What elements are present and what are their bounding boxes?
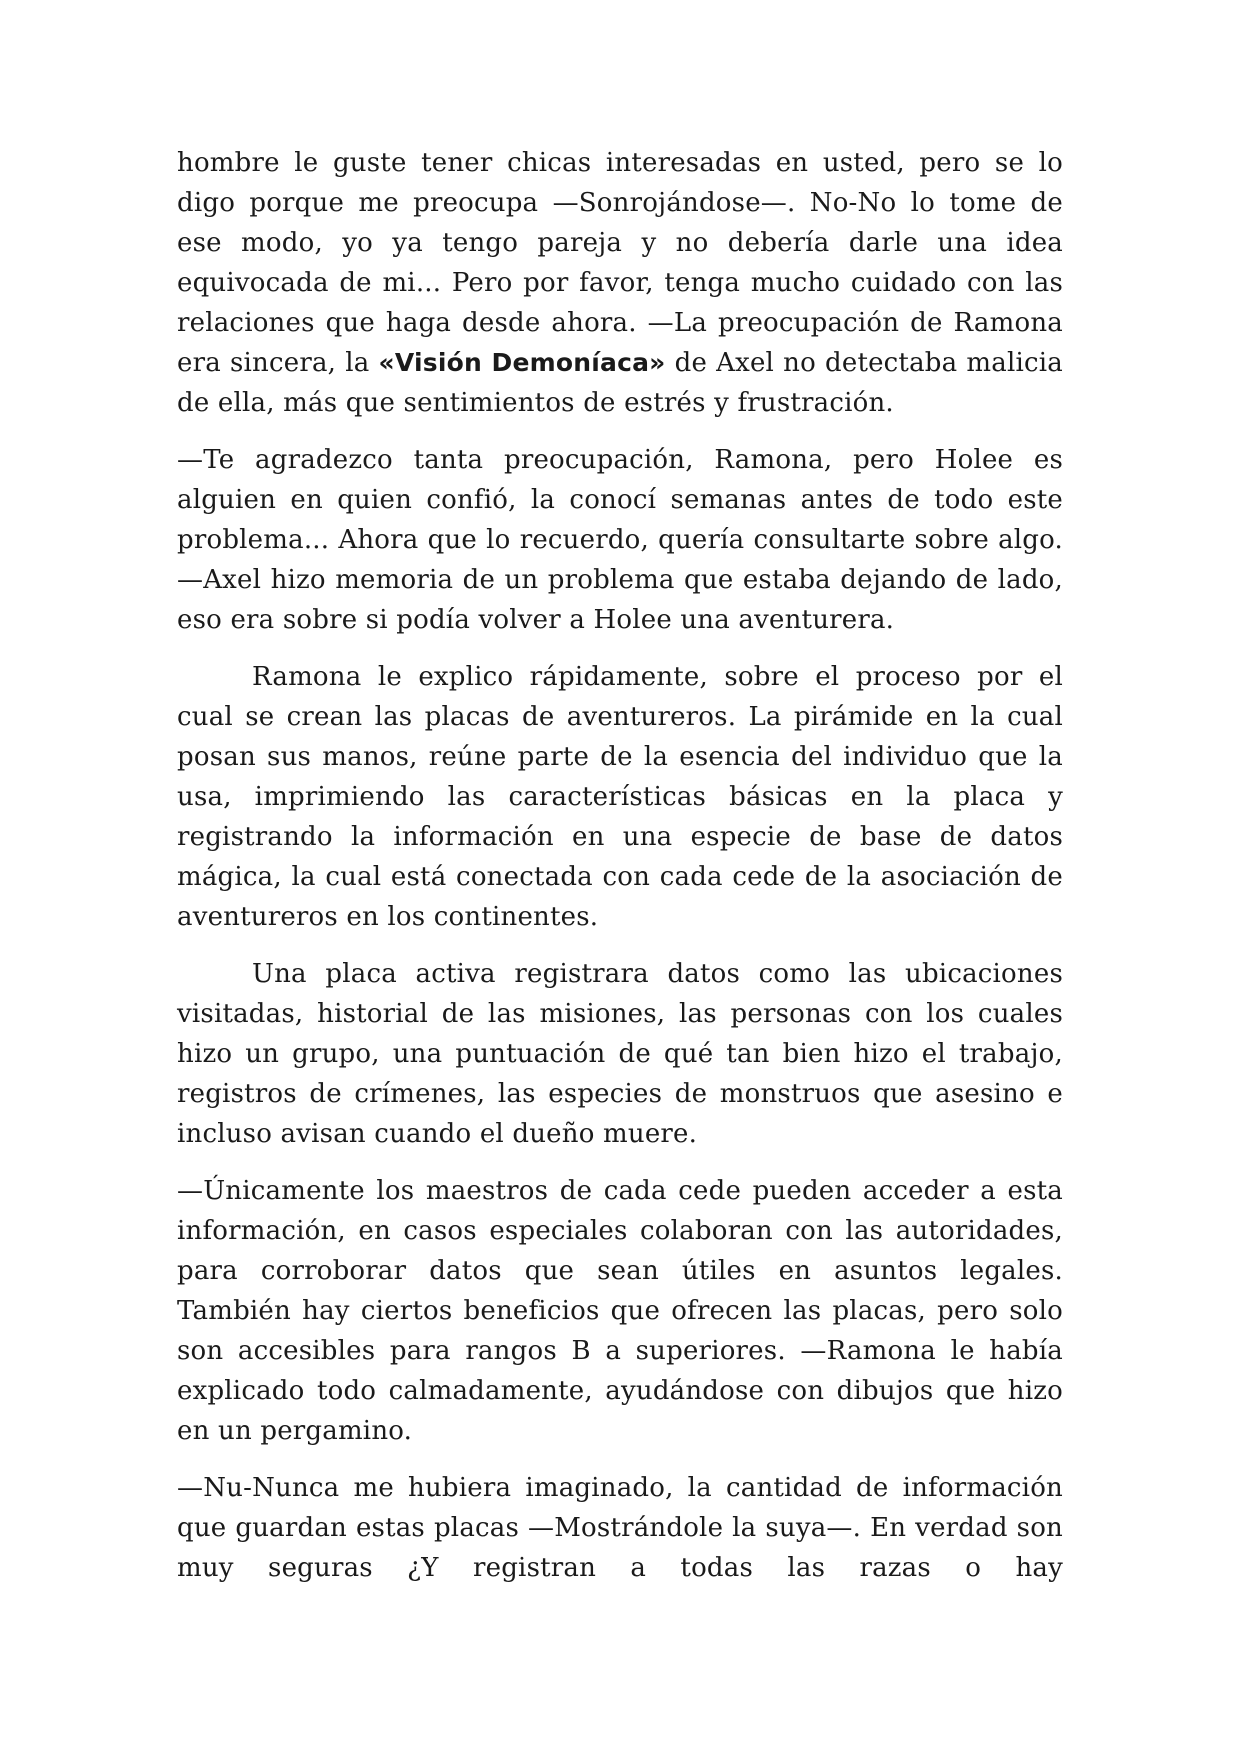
paragraph-5: —Únicamente los maestros de cada cede pueden acceder a esta información, en casos especiales colaboran con las autoridades, para corroborar datos que sean útiles en asuntos legales. También hay ciertos beneficios que ofrecen las placas, pero solo son accesibles para rangos B a superiores. —Ramona le había explicado todo calmadamente, ayudándose con dibujos que hizo en un pergamino. bbox=[177, 1176, 1063, 1446]
paragraph-2: —Te agradezco tanta preocupación, Ramona, pero Holee es alguien en quien confió, la conocí semanas antes de todo este problema... Ahora que lo recuerdo, quería consultarte sobre algo. —Axel hizo memoria de un problema que estaba dejando de lado, eso era sobre si podía volver a Holee una aventurera. bbox=[177, 445, 1063, 635]
skill-name-emphasis: «Visión Demoníaca» bbox=[378, 348, 666, 377]
paragraph-1-text-start: hombre le guste tener chicas interesadas en usted, pero se lo digo porque me preocupa —Sonrojándose—. No-No lo tome de ese modo, yo ya tengo pareja y no debería darle una idea equivocada de mi... Pero por favor, tenga mucho cuidado con las relaciones que haga desde ahora. —La preocupación de Ramona era sincera, la bbox=[177, 148, 1063, 378]
paragraph-6: —Nu-Nunca me hubiera imaginado, la cantidad de información que guardan estas placas —Mostrándole la suya—. En verdad son muy seguras ¿Y registran a todas las razas o hay bbox=[177, 1473, 1063, 1583]
paragraph-1 bbox=[177, 143, 1063, 423]
body-text bbox=[177, 143, 1063, 1605]
paragraph-1-text-end: de Axel no detectaba malicia de ella, más que sentimientos de estrés y frustración. bbox=[177, 348, 1063, 418]
paragraph-3: Ramona le explico rápidamente, sobre el proceso por el cual se crean las placas de aventureros. La pirámide en la cual posan sus manos, reúne parte de la esencia del individuo que la usa, imprimiendo las características básicas en la placa y registrando la información en una especie de base de datos mágica, la cual está conectada con cada cede de la asociación de aventureros en los continentes. bbox=[177, 662, 1063, 932]
paragraph-4: Una placa activa registrara datos como las ubicaciones visitadas, historial de las misiones, las personas con los cuales hizo un grupo, una puntuación de qué tan bien hizo el trabajo, registros de crímenes, las especies de monstruos que asesino e incluso avisan cuando el dueño muere. bbox=[177, 959, 1063, 1149]
